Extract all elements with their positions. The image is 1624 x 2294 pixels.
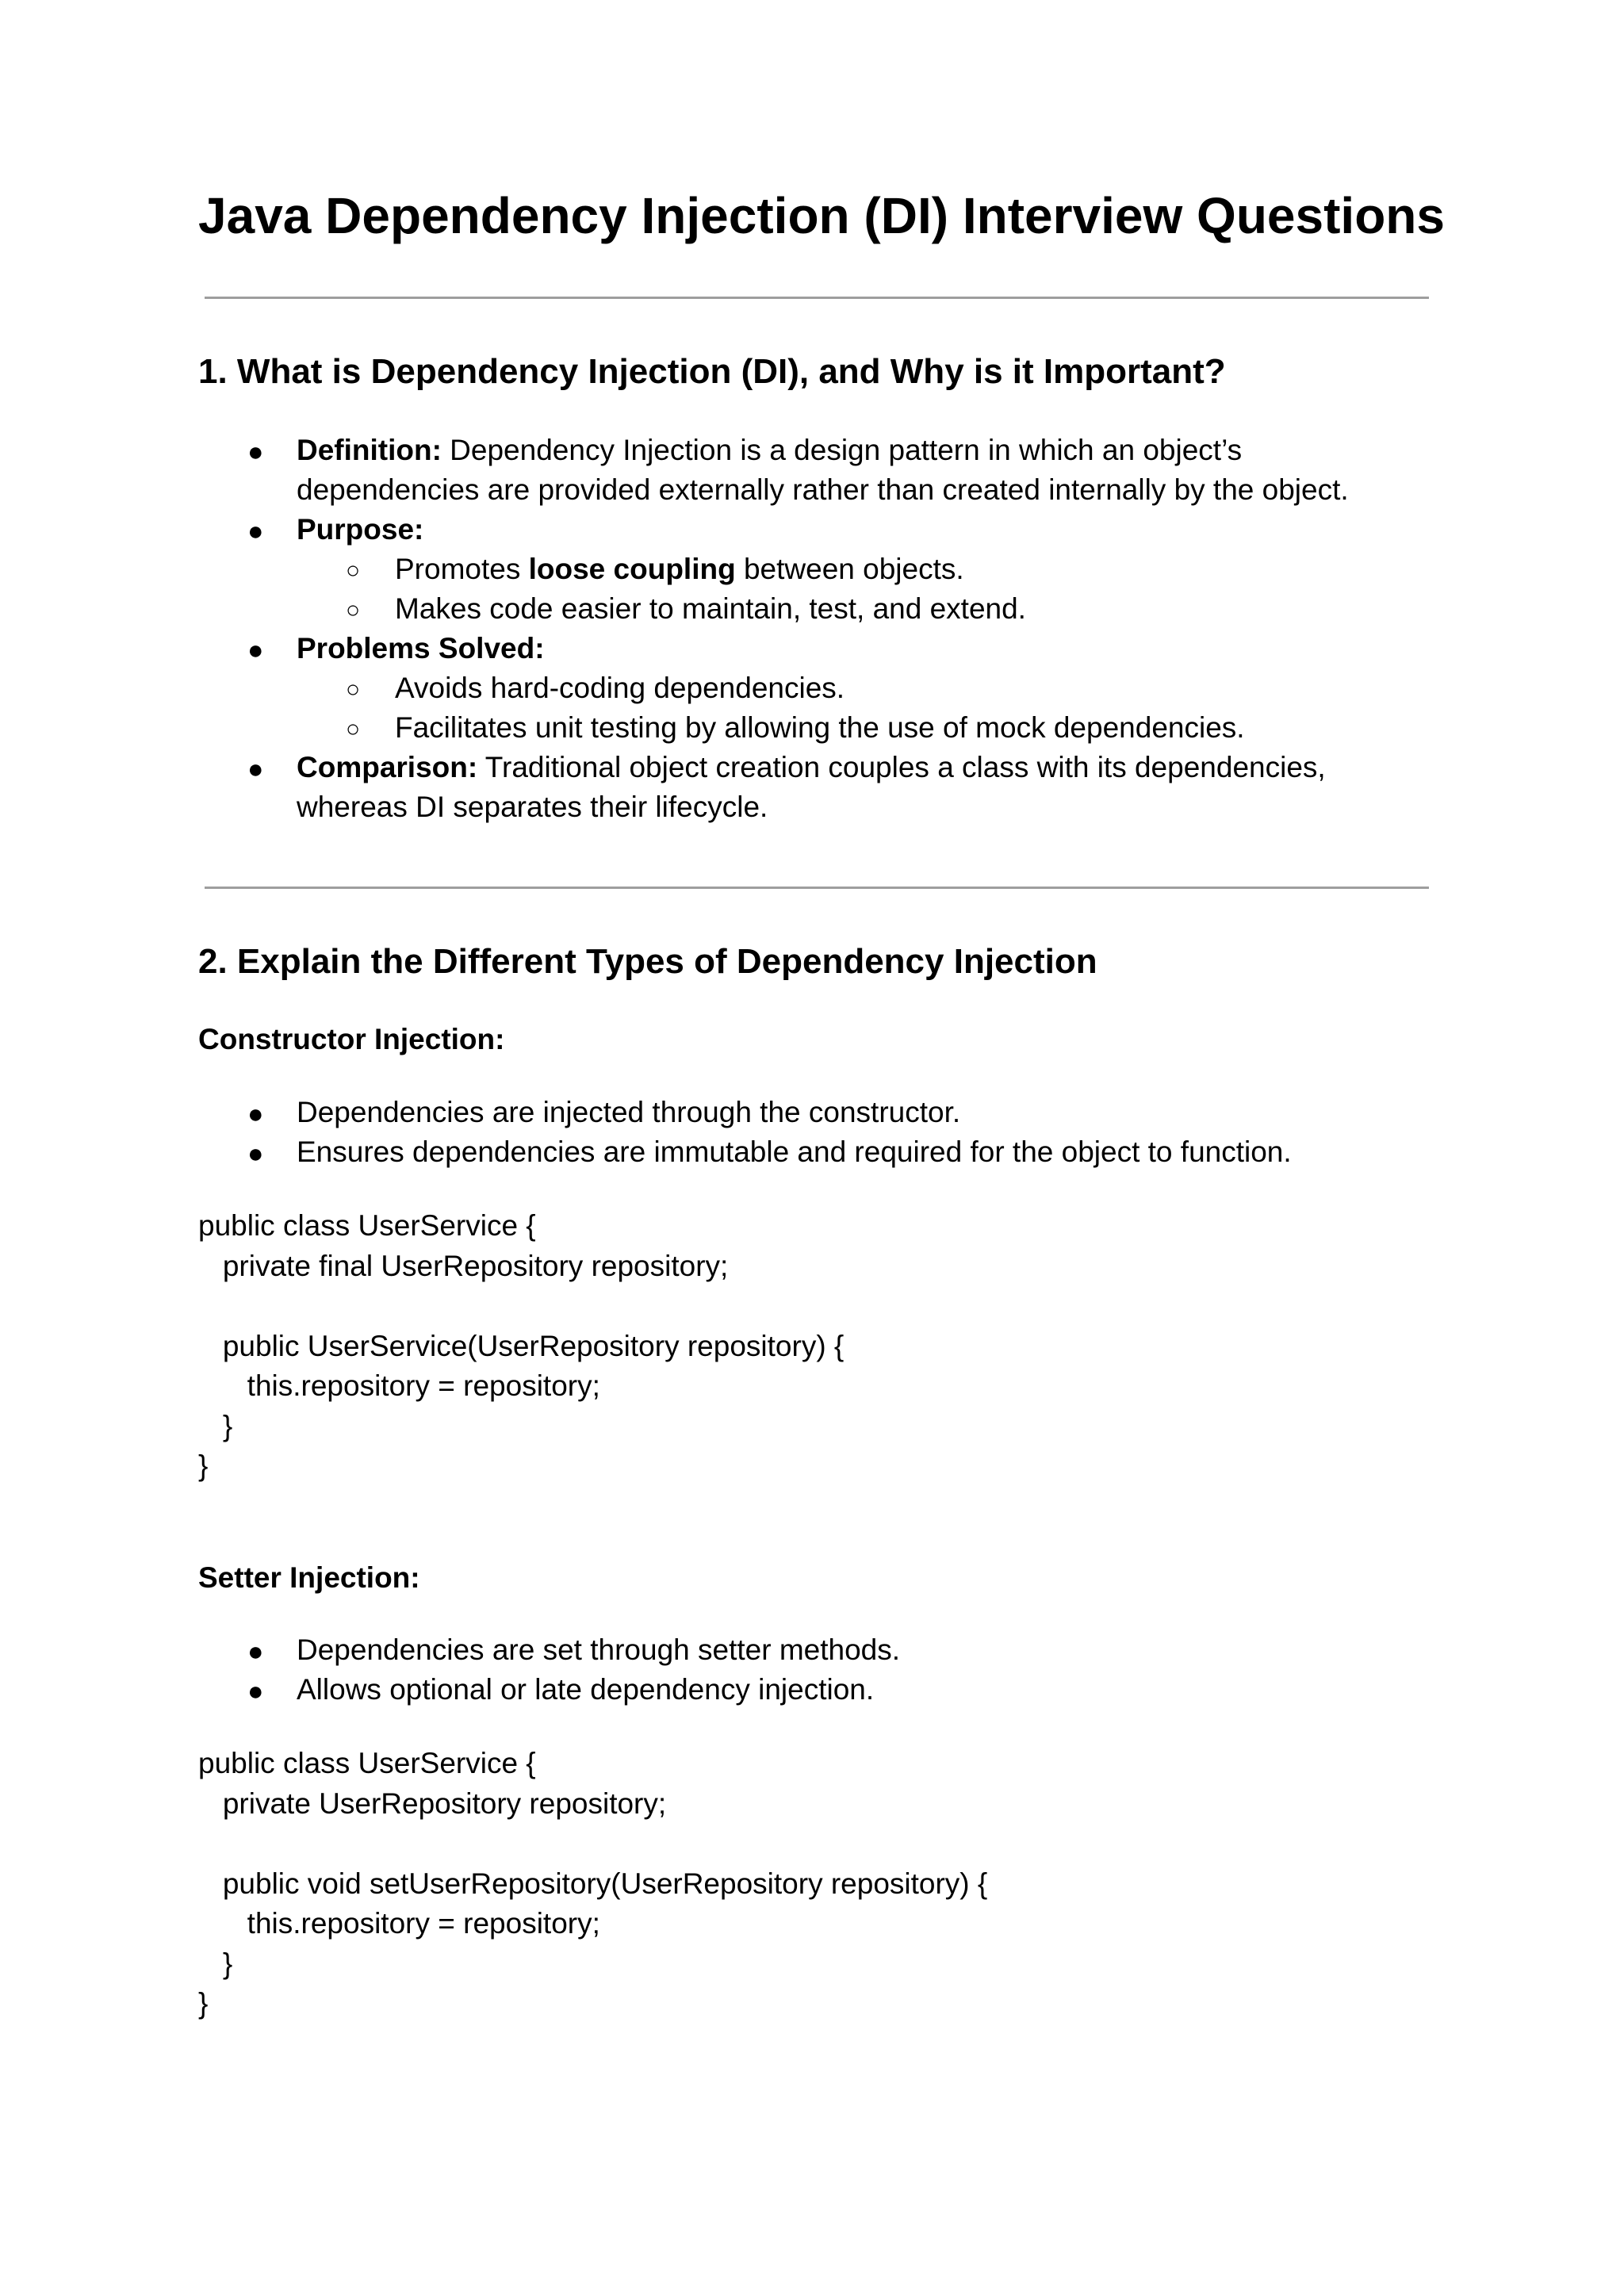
page-title: Java Dependency Injection (DI) Interview Questions <box>198 187 1445 244</box>
setter-bullet2: Allows optional or late dependency injection. <box>297 1673 875 1706</box>
divider-top <box>205 297 1429 299</box>
bullet-icon: ● <box>247 1637 264 1667</box>
bullet-icon: ● <box>247 1139 264 1169</box>
constructor-code-block: public class UserService { private final UserRepository repository; public UserService(UserRepository repository) { this.repository = repository; } } <box>198 1209 845 1482</box>
comparison-text-1: Traditional object creation couples a class with its dependencies, <box>477 751 1326 783</box>
setter-injection-heading: Setter Injection: <box>198 1561 420 1594</box>
purpose-item2: Makes code easier to maintain, test, and extend. <box>395 592 1026 625</box>
setter-bullet1: Dependencies are set through setter methods. <box>297 1633 901 1666</box>
divider-middle <box>205 887 1429 889</box>
definition-label: Definition: <box>297 434 442 466</box>
purpose-label: Purpose: <box>297 513 424 546</box>
purpose-item1-bold: loose coupling <box>528 553 736 585</box>
constructor-injection-heading: Constructor Injection: <box>198 1023 505 1055</box>
purpose-item1-pre: Promotes <box>395 553 529 585</box>
setter-code-block: public class UserService { private UserRepository repository; public void setUserRepository(UserRepository repository) { this.repository = repository; } } <box>198 1747 988 2020</box>
bullet-icon: ● <box>247 635 264 665</box>
subbullet-icon: ○ <box>346 597 361 623</box>
comparison-line2: whereas DI separates their lifecycle. <box>297 791 768 823</box>
problems-item1: Avoids hard-coding dependencies. <box>395 672 845 704</box>
section1-heading: 1. What is Dependency Injection (DI), and Why is it Important? <box>198 352 1226 391</box>
subbullet-icon: ○ <box>346 676 361 703</box>
definition-line2: dependencies are provided externally rather than created internally by the object. <box>297 473 1349 506</box>
constructor-bullet1: Dependencies are injected through the constructor. <box>297 1096 961 1128</box>
bullet-icon: ● <box>247 1676 264 1706</box>
bullet-icon: ● <box>247 754 264 784</box>
purpose-item1 <box>395 550 964 589</box>
definition-text-1: Dependency Injection is a design pattern in which an object’s <box>441 434 1243 466</box>
purpose-item1-post: between objects. <box>735 553 964 585</box>
comparison-label: Comparison: <box>297 751 478 783</box>
section2-heading: 2. Explain the Different Types of Dependency Injection <box>198 942 1097 981</box>
problems-item2: Facilitates unit testing by allowing the use of mock dependencies. <box>395 711 1245 744</box>
bullet-icon: ● <box>247 516 264 546</box>
bullet-icon: ● <box>247 437 264 467</box>
subbullet-icon: ○ <box>346 716 361 742</box>
problems-label: Problems Solved: <box>297 632 545 664</box>
bullet-icon: ● <box>247 1099 264 1129</box>
comparison-line1 <box>297 748 1326 787</box>
definition-line1 <box>297 431 1242 470</box>
subbullet-icon: ○ <box>346 557 361 584</box>
constructor-bullet2: Ensures dependencies are immutable and required for the object to function. <box>297 1136 1292 1168</box>
